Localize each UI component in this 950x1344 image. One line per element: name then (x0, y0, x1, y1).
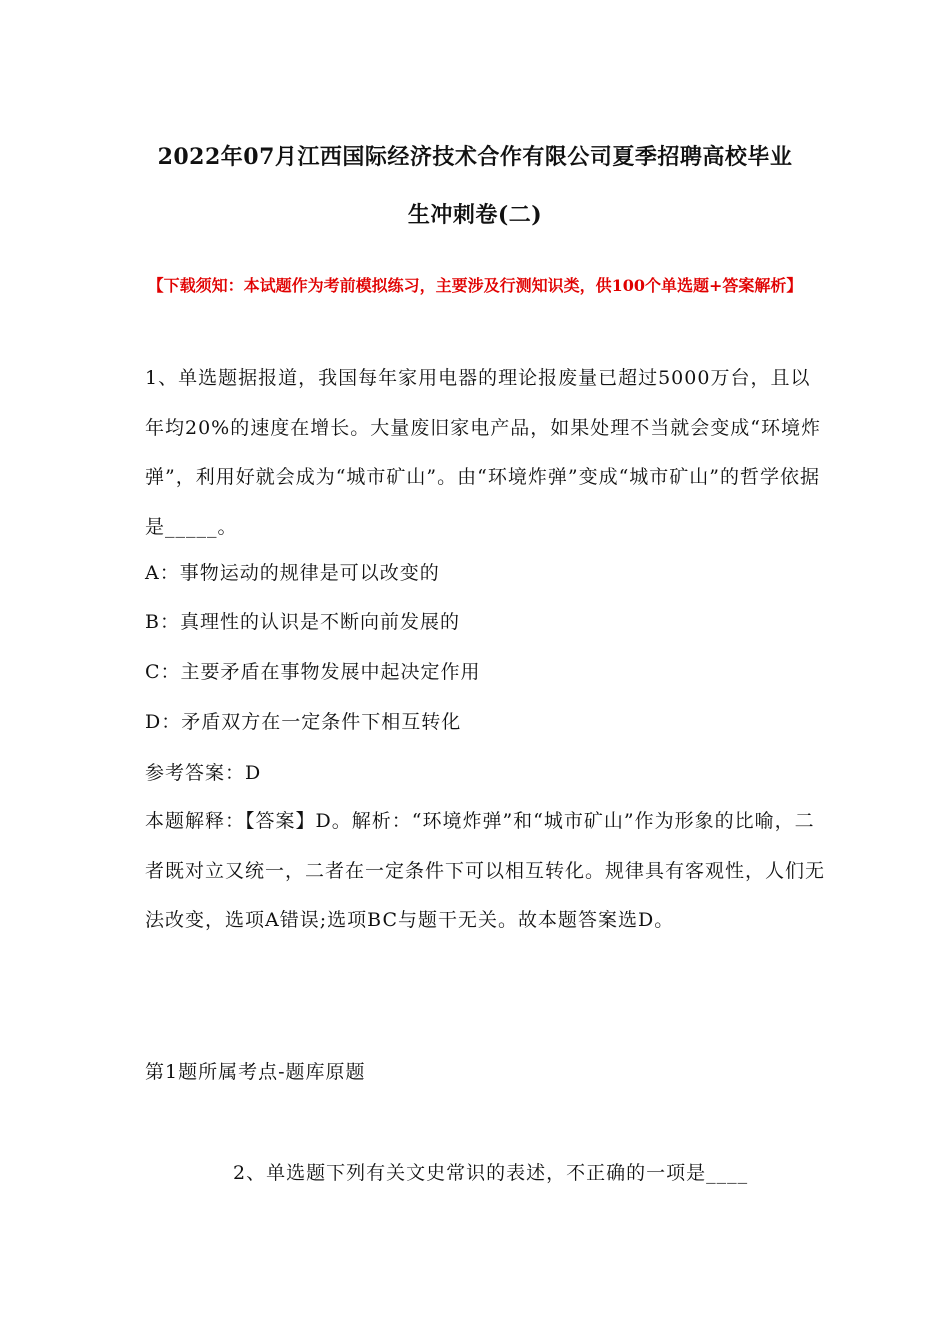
question-1-answer: 参考答案：D (145, 762, 262, 784)
question-1-explanation: 本题解释：【答案】D。解析：“环境炸弹”和“城市矿山”作为形象的比喻，二者既对立又统一，二者在一定条件下可以相互转化。规律具有客观性，人们无法改变，选项A错误;选项BC与题干无关。故本题答案选D。 (145, 810, 826, 931)
document-title (60, 128, 890, 244)
question-1-stem: 1、单选题据报道，我国每年家用电器的理论报废量已超过5000万台，且以年均20%的速度在增长。大量废旧家电产品，如果处理不当就会变成“环境炸弹”，利用好就会成为“城市矿山”。由“环境炸弹”变成“城市矿山”的哲学依据是_____。 (145, 367, 821, 538)
download-notice: 【下载须知：本试题作为考前模拟练习，主要涉及行测知识类，供100个单选题+答案解析】 (147, 276, 803, 295)
title-line-1: 2022年07月江西国际经济技术合作有限公司夏季招聘高校毕业 (157, 144, 793, 170)
question-1-option-b: B：真理性的认识是不断向前发展的 (145, 611, 460, 633)
question-1-point: 第1题所属考点-题库原题 (145, 1061, 366, 1083)
question-2-stem: 2、单选题下列有关文史常识的表述，不正确的一项是____ (233, 1162, 749, 1184)
question-1-option-d: D：矛盾双方在一定条件下相互转化 (145, 711, 462, 733)
question-1-option-c: C：主要矛盾在事物发展中起决定作用 (145, 661, 481, 683)
question-1-option-a: A：事物运动的规律是可以改变的 (145, 562, 440, 584)
title-line-2: 生冲刺卷(二) (407, 202, 543, 228)
